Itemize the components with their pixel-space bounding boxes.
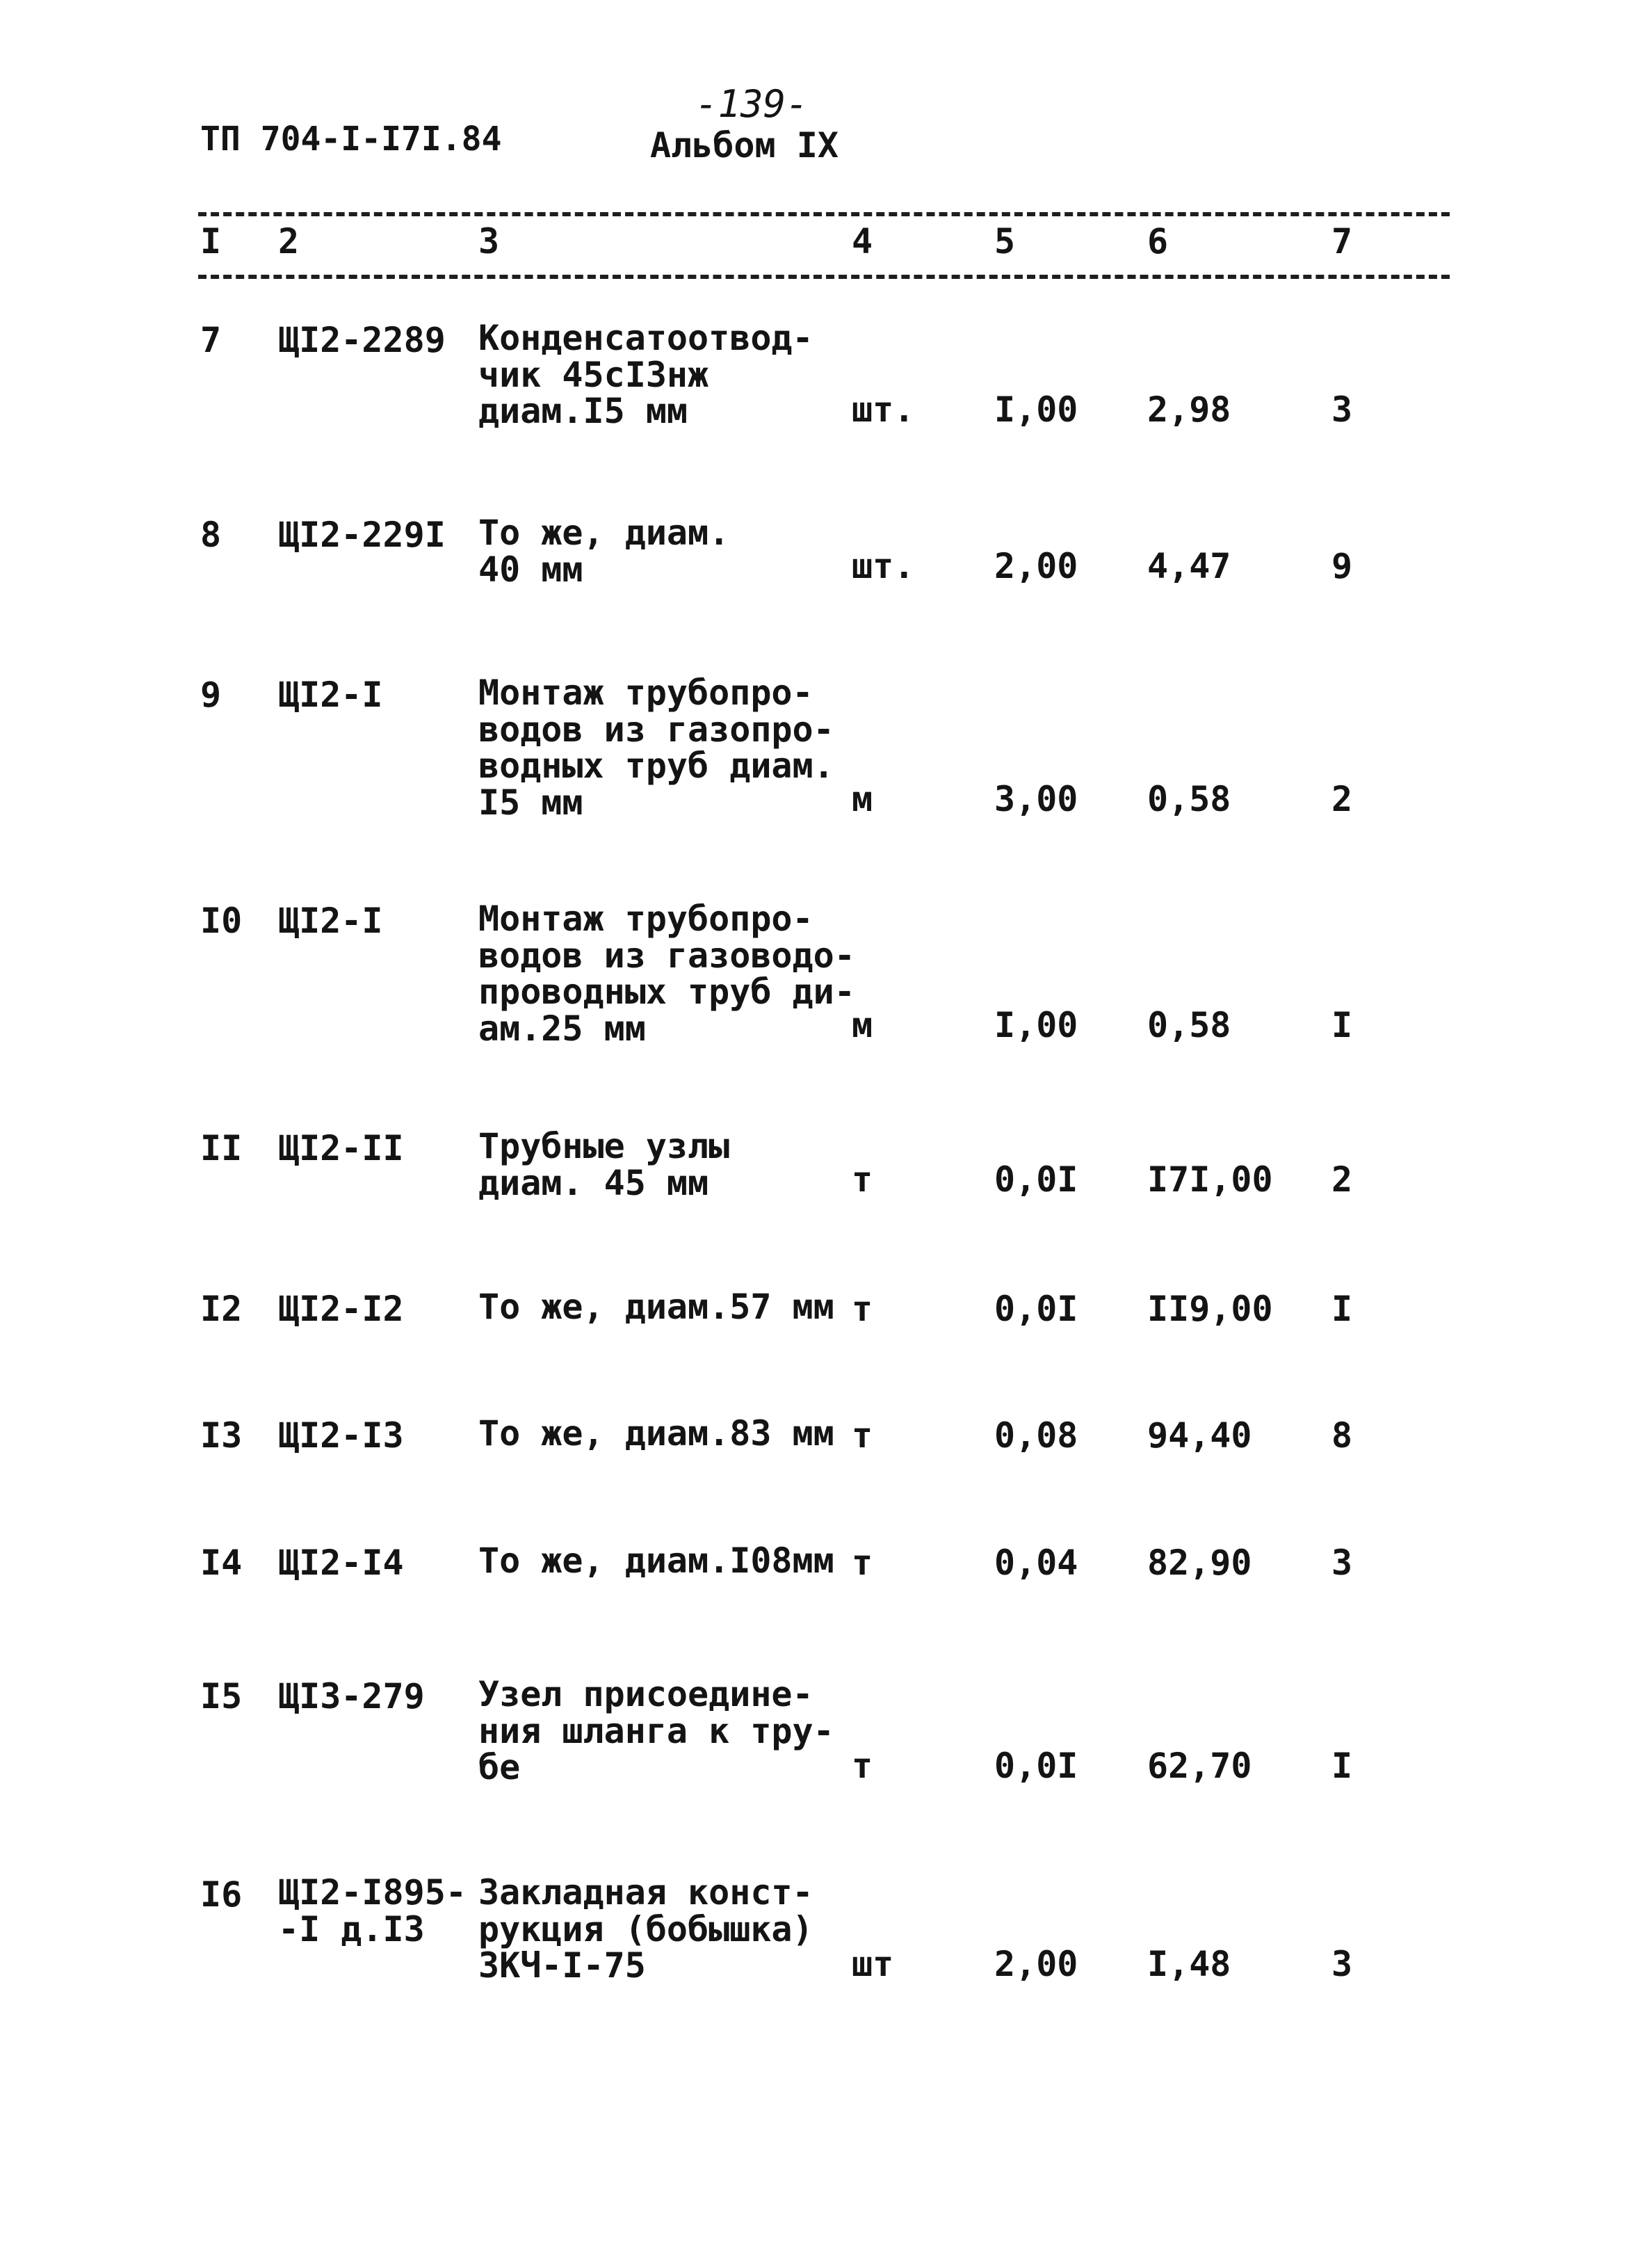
row-value: 2 <box>1331 1159 1353 1200</box>
row-quantity: 0,0I <box>994 1746 1078 1786</box>
row-number: I5 <box>200 1676 243 1716</box>
row-quantity: 0,04 <box>994 1543 1078 1583</box>
row-price: 0,58 <box>1147 1005 1231 1045</box>
row-name: Монтаж трубопро- водов из газоводо- проводных труб ди- ам.25 мм <box>478 899 855 1049</box>
page-number: -139- <box>695 82 809 126</box>
row-code: ЩI2-I895- -I д.I3 <box>278 1872 467 1949</box>
column-number: 6 <box>1147 221 1169 262</box>
row-price: 82,90 <box>1147 1543 1252 1583</box>
row-code: ЩI3-279 <box>278 1676 425 1716</box>
header-rule-bottom <box>198 275 1450 279</box>
column-number: I <box>200 221 222 262</box>
row-unit: шт. <box>852 389 915 430</box>
row-code: ЩI2-I2 <box>278 1289 404 1329</box>
row-name: Монтаж трубопро- водов из газопро- водных труб диам. I5 мм <box>478 673 834 823</box>
row-unit: шт. <box>852 546 915 586</box>
row-value: 3 <box>1331 389 1353 430</box>
row-code: ЩI2-229I <box>278 515 446 555</box>
row-number: I6 <box>200 1874 243 1915</box>
row-value: I <box>1331 1005 1353 1045</box>
row-name: То же, диам. 40 мм <box>478 513 730 590</box>
row-code: ЩI2-I3 <box>278 1415 404 1456</box>
column-number: 5 <box>994 221 1016 262</box>
row-unit: шт <box>852 1944 894 1984</box>
row-number: II <box>200 1128 243 1168</box>
row-value: 2 <box>1331 779 1353 819</box>
document-code: ТП 704-I-I7I.84 <box>200 120 502 159</box>
row-number: 7 <box>200 320 222 360</box>
row-quantity: I,00 <box>994 1005 1078 1045</box>
row-value: 3 <box>1331 1543 1353 1583</box>
column-number: 7 <box>1331 221 1353 262</box>
row-name: Закладная конст- рукция (бобышка) ЗКЧ-I-75 <box>478 1872 813 1986</box>
row-price: 94,40 <box>1147 1415 1252 1456</box>
row-code: ЩI2-I <box>278 675 383 715</box>
row-number: I3 <box>200 1415 243 1456</box>
row-code: ЩI2-2289 <box>278 320 446 360</box>
row-name: То же, диам.I08мм <box>478 1541 834 1581</box>
row-number: 9 <box>200 675 222 715</box>
row-quantity: I,00 <box>994 389 1078 430</box>
row-number: 8 <box>200 515 222 555</box>
row-unit: т <box>852 1746 873 1786</box>
row-price: II9,00 <box>1147 1289 1273 1329</box>
row-number: I2 <box>200 1289 243 1329</box>
row-name: Конденсатоотвод- чик 45сI3нж диам.I5 мм <box>478 318 813 431</box>
row-value: 9 <box>1331 546 1353 586</box>
row-name: Узел присоедине- ния шланга к тру- бе <box>478 1674 834 1787</box>
row-quantity: 2,00 <box>994 546 1078 586</box>
row-value: I <box>1331 1289 1353 1329</box>
row-value: 3 <box>1331 1944 1353 1984</box>
row-unit: т <box>852 1543 873 1583</box>
row-price: I7I,00 <box>1147 1159 1273 1200</box>
row-number: I4 <box>200 1543 243 1583</box>
row-name: Трубные узлы диам. 45 мм <box>478 1126 730 1203</box>
row-price: 0,58 <box>1147 779 1231 819</box>
column-number: 3 <box>478 221 500 262</box>
row-unit: м <box>852 1005 873 1045</box>
column-number: 2 <box>278 221 300 262</box>
row-value: I <box>1331 1746 1353 1786</box>
row-quantity: 2,00 <box>994 1944 1078 1984</box>
row-number: I0 <box>200 901 243 941</box>
header-rule-top <box>198 212 1450 216</box>
row-code: ЩI2-I4 <box>278 1543 404 1583</box>
row-code: ЩI2-I <box>278 901 383 941</box>
row-code: ЩI2-II <box>278 1128 404 1168</box>
row-unit: м <box>852 779 873 819</box>
row-price: I,48 <box>1147 1944 1231 1984</box>
row-quantity: 0,0I <box>994 1289 1078 1329</box>
row-unit: т <box>852 1415 873 1456</box>
row-value: 8 <box>1331 1415 1353 1456</box>
row-price: 62,70 <box>1147 1746 1252 1786</box>
row-unit: т <box>852 1289 873 1329</box>
row-name: То же, диам.83 мм <box>478 1413 834 1454</box>
row-name: То же, диам.57 мм <box>478 1287 834 1327</box>
row-quantity: 0,0I <box>994 1159 1078 1200</box>
row-unit: т <box>852 1159 873 1200</box>
column-number: 4 <box>852 221 873 262</box>
row-price: 4,47 <box>1147 546 1231 586</box>
row-price: 2,98 <box>1147 389 1231 430</box>
row-quantity: 3,00 <box>994 779 1078 819</box>
row-quantity: 0,08 <box>994 1415 1078 1456</box>
album-title: Альбом IX <box>650 125 839 166</box>
